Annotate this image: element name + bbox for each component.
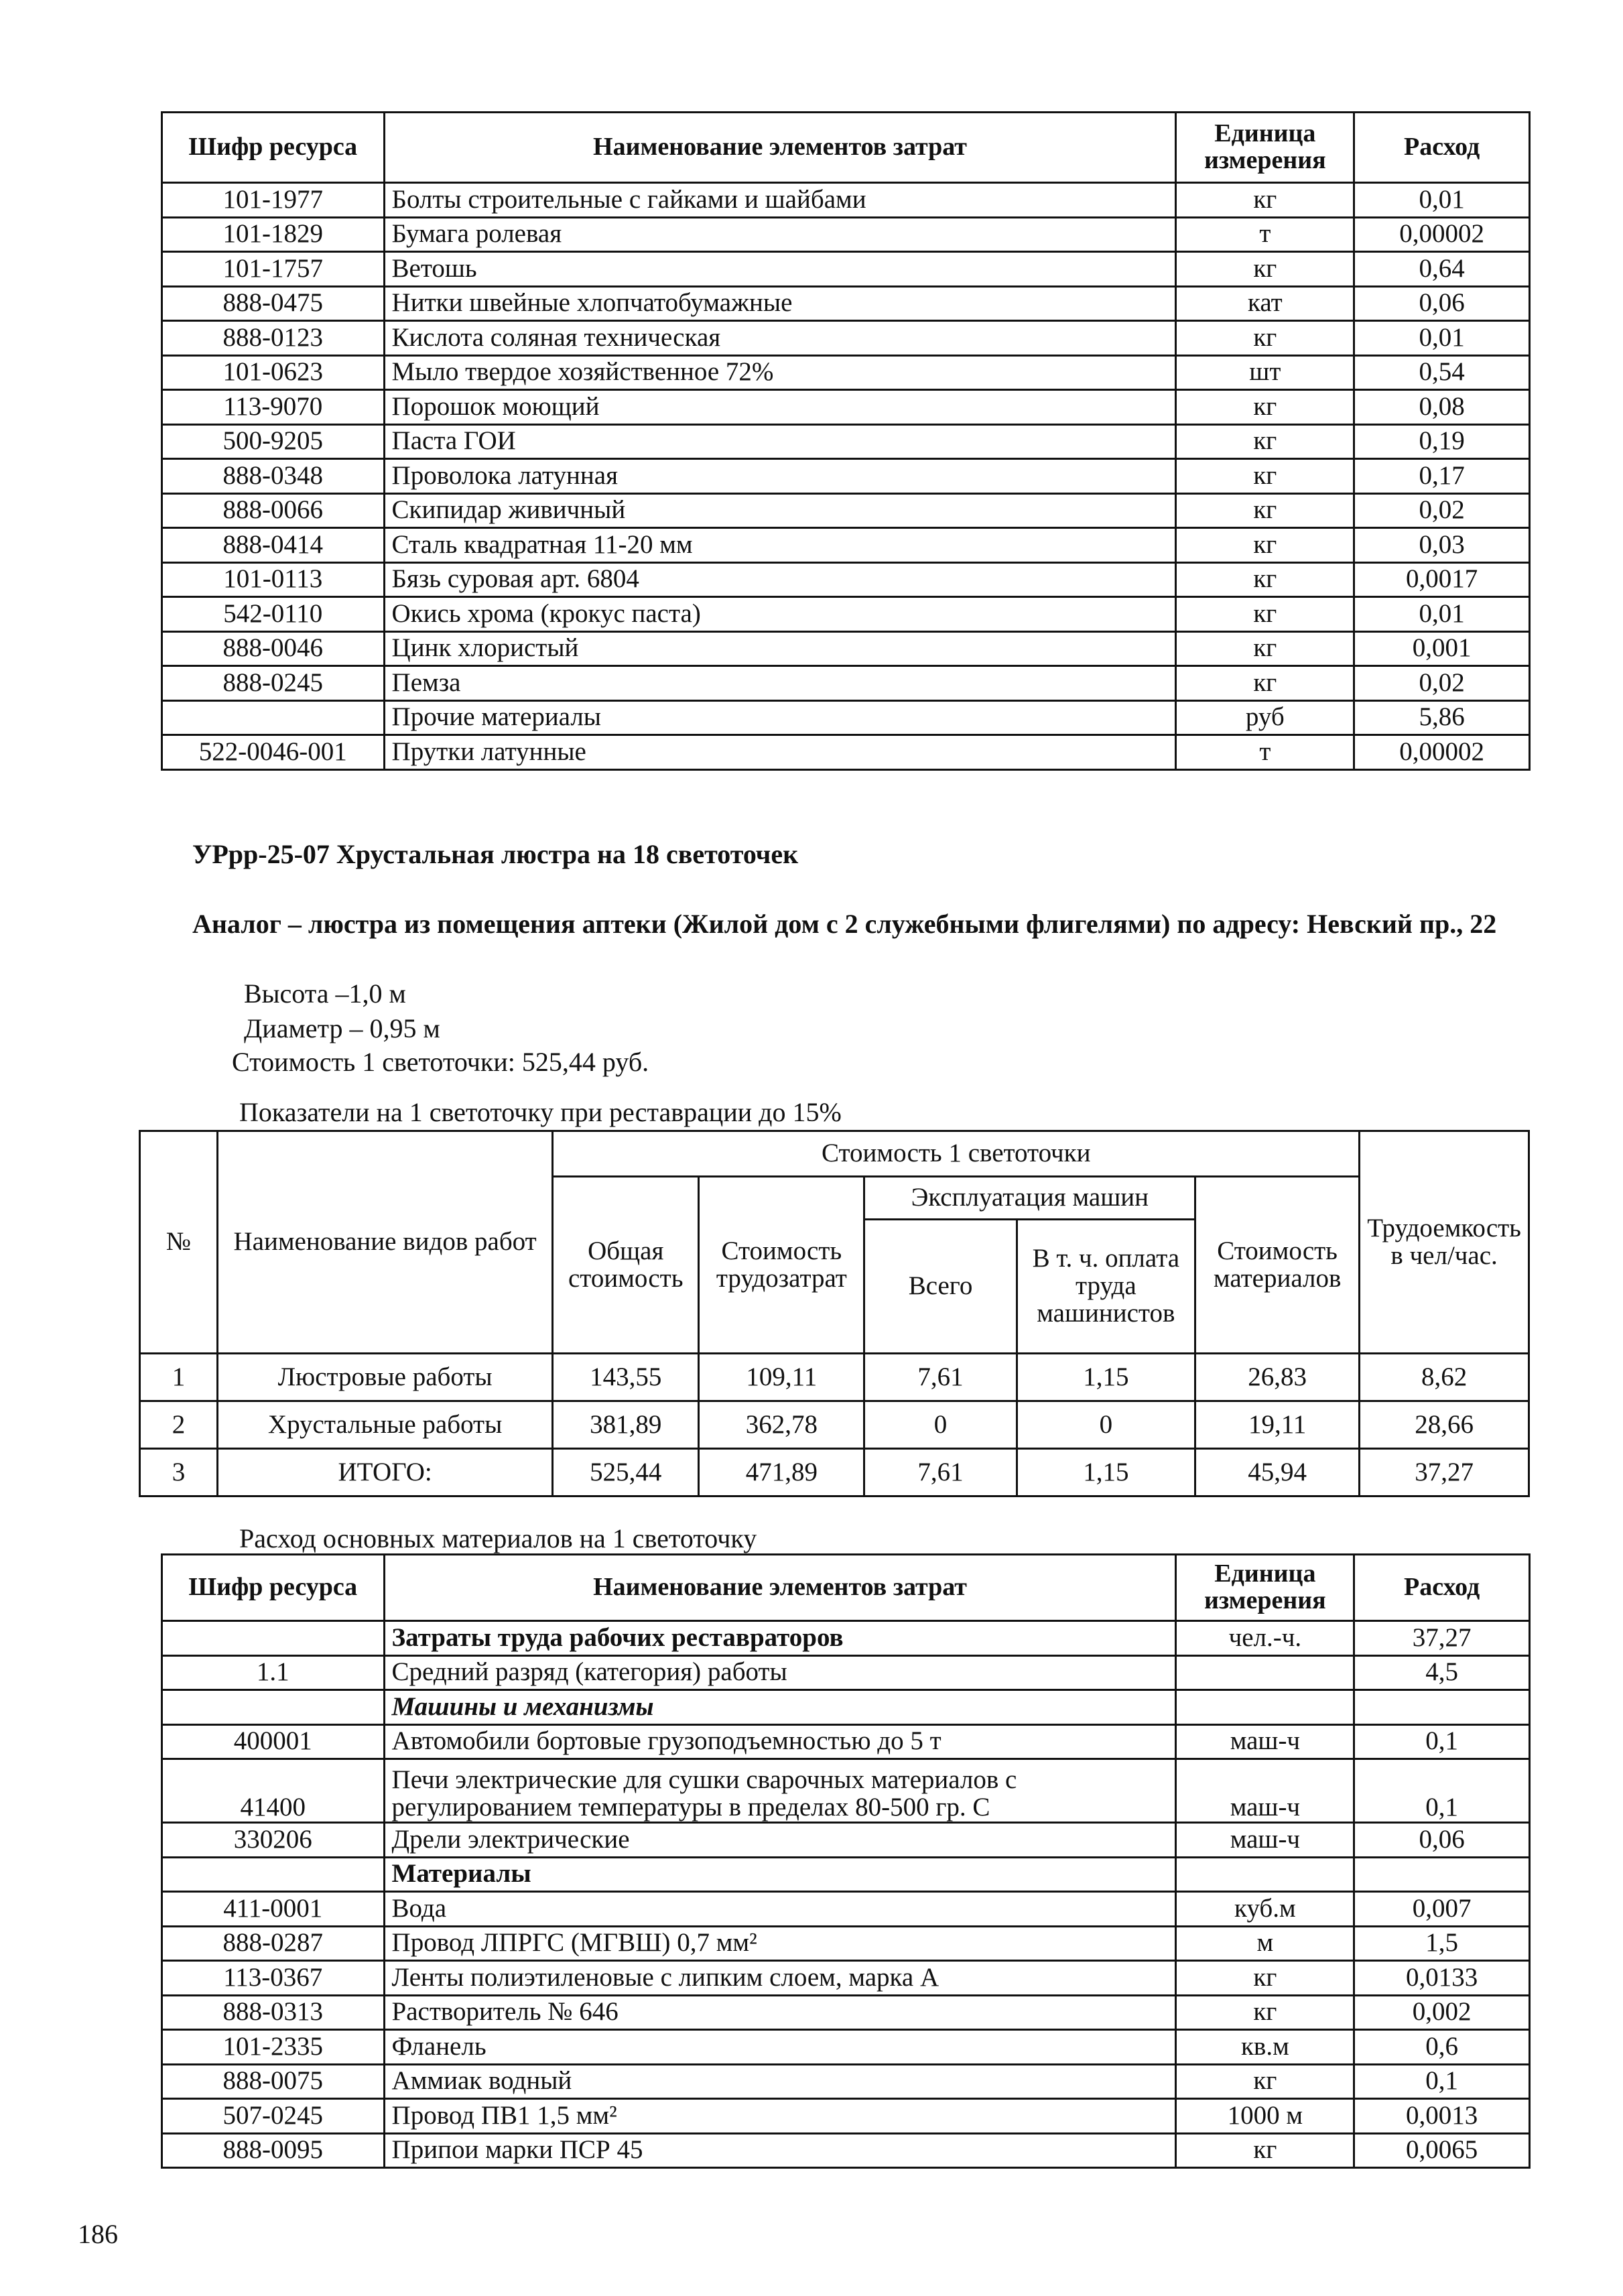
height-text: Высота –1,0 м <box>244 978 406 1009</box>
table-row: Прочие материалы руб 5,86 <box>162 700 1530 735</box>
header-amount: Расход <box>1354 1555 1530 1621</box>
table-row: 500-9205 Паста ГОИ кг 0,19 <box>162 424 1530 459</box>
table-row: 888-0348 Проволока латунная кг 0,17 <box>162 459 1530 494</box>
header-unit: Единица измерения <box>1176 1555 1354 1621</box>
section-heading: УРрр-25-07 Хрустальная люстра на 18 светоточек <box>192 839 799 869</box>
table-row: 522-0046-001 Прутки латунные т 0,00002 <box>162 735 1530 770</box>
table-row: 888-0475 Нитки швейные хлопчатобумажные кат 0,06 <box>162 286 1530 321</box>
table-row: Материалы <box>162 1857 1530 1892</box>
header-machines: Эксплуатация машин <box>864 1177 1195 1220</box>
materials-table-1 <box>161 111 1531 771</box>
header-work-name: Наименование видов работ <box>217 1131 552 1354</box>
cost-text: Стоимость 1 светоточки: 525,44 руб. <box>232 1047 649 1077</box>
table-row: 400001 Автомобили бортовые грузоподъемностью до 5 т маш-ч 0,1 <box>162 1724 1530 1759</box>
page-number: 186 <box>78 2219 118 2249</box>
table-row: 507-0245 Провод ПВ1 1,5 мм² 1000 м 0,0013 <box>162 2099 1530 2134</box>
table-row: 888-0066 Скипидар живичный кг 0,02 <box>162 493 1530 528</box>
header-number: № <box>140 1131 218 1354</box>
table-row: 101-1829 Бумага ролевая т 0,00002 <box>162 217 1530 252</box>
header-total-cost: Общая стоимость <box>553 1177 699 1354</box>
table-row: 101-1757 Ветошь кг 0,64 <box>162 252 1530 287</box>
header-unit: Единица измерения <box>1176 113 1354 183</box>
table-row: Машины и механизмы <box>162 1690 1530 1725</box>
header-name: Наименование элементов затрат <box>384 113 1176 183</box>
table-row: 542-0110 Окись хрома (крокус паста) кг 0,01 <box>162 597 1530 632</box>
analog-description: Аналог – люстра из помещения аптеки (Жилой дом с 2 служебными флигелями) по адресу: Невский пр., 22 <box>192 909 1497 939</box>
table-row: 101-0113 Бязь суровая арт. 6804 кг 0,0017 <box>162 562 1530 597</box>
header-machines-operators: В т. ч. оплата труда машинистов <box>1017 1220 1195 1354</box>
header-cost: Стоимость 1 светоточки <box>553 1131 1360 1177</box>
indicators-caption: Показатели на 1 светоточку при реставрации до 15% <box>239 1097 842 1127</box>
table-row: 101-0623 Мыло твердое хозяйственное 72% шт 0,54 <box>162 355 1530 390</box>
header-amount: Расход <box>1354 113 1530 183</box>
table-row: 888-0123 Кислота соляная техническая кг 0,01 <box>162 321 1530 356</box>
table-row: 330206 Дрели электрические маш-ч 0,06 <box>162 1823 1530 1858</box>
header-code: Шифр ресурса <box>162 113 385 183</box>
table-row: 888-0095 Припои марки ПСР 45 кг 0,0065 <box>162 2133 1530 2168</box>
table-row: 113-9070 Порошок моющий кг 0,08 <box>162 390 1530 425</box>
table-row: 411-0001 Вода куб.м 0,007 <box>162 1892 1530 1927</box>
materials-caption: Расход основных материалов на 1 светоточку <box>239 1523 757 1553</box>
table-row: 888-0287 Провод ЛПРГС (МГВШ) 0,7 мм² м 1,5 <box>162 1926 1530 1961</box>
table-row: Затраты труда рабочих реставраторов чел.-ч. 37,27 <box>162 1621 1530 1656</box>
diameter-text: Диаметр – 0,95 м <box>244 1013 440 1043</box>
table-row: 888-0313 Растворитель № 646 кг 0,002 <box>162 1995 1530 2030</box>
table-row: 888-0075 Аммиак водный кг 0,1 <box>162 2064 1530 2099</box>
header-code: Шифр ресурса <box>162 1555 385 1621</box>
materials-table-2 <box>161 1553 1531 2169</box>
table-row: 888-0046 Цинк хлористый кг 0,001 <box>162 631 1530 666</box>
table-row: 113-0367 Ленты полиэтиленовые с липким слоем, марка А кг 0,0133 <box>162 1961 1530 1996</box>
table-row: 2 Хрустальные работы 381,89 362,78 0 0 19,11 28,66 <box>140 1401 1529 1449</box>
table-row: 101-1977 Болты строительные с гайками и шайбами кг 0,01 <box>162 183 1530 218</box>
indicators-table <box>139 1130 1530 1497</box>
table-row: 888-0414 Сталь квадратная 11-20 мм кг 0,03 <box>162 528 1530 563</box>
table-row: 1 Люстровые работы 143,55 109,11 7,61 1,15 26,83 8,62 <box>140 1354 1529 1401</box>
header-materials-cost: Стоимость материалов <box>1195 1177 1360 1354</box>
table-row: 888-0245 Пемза кг 0,02 <box>162 666 1530 701</box>
header-labor-hours: Трудоемкость в чел/час. <box>1360 1131 1529 1354</box>
table-row-total: 3 ИТОГО: 525,44 471,89 7,61 1,15 45,94 37,27 <box>140 1449 1529 1496</box>
table-row: 1.1 Средний разряд (категория) работы 4,5 <box>162 1655 1530 1690</box>
header-name: Наименование элементов затрат <box>384 1555 1176 1621</box>
table-row: 41400 Печи электрические для сушки сварочных материалов с регулированием температуры в пределах 80-500 гр. С маш-ч 0,1 <box>162 1759 1530 1823</box>
table-row: 101-2335 Фланель кв.м 0,6 <box>162 2030 1530 2065</box>
header-machines-all: Всего <box>864 1220 1017 1354</box>
header-labor-cost: Стоимость трудозатрат <box>699 1177 864 1354</box>
